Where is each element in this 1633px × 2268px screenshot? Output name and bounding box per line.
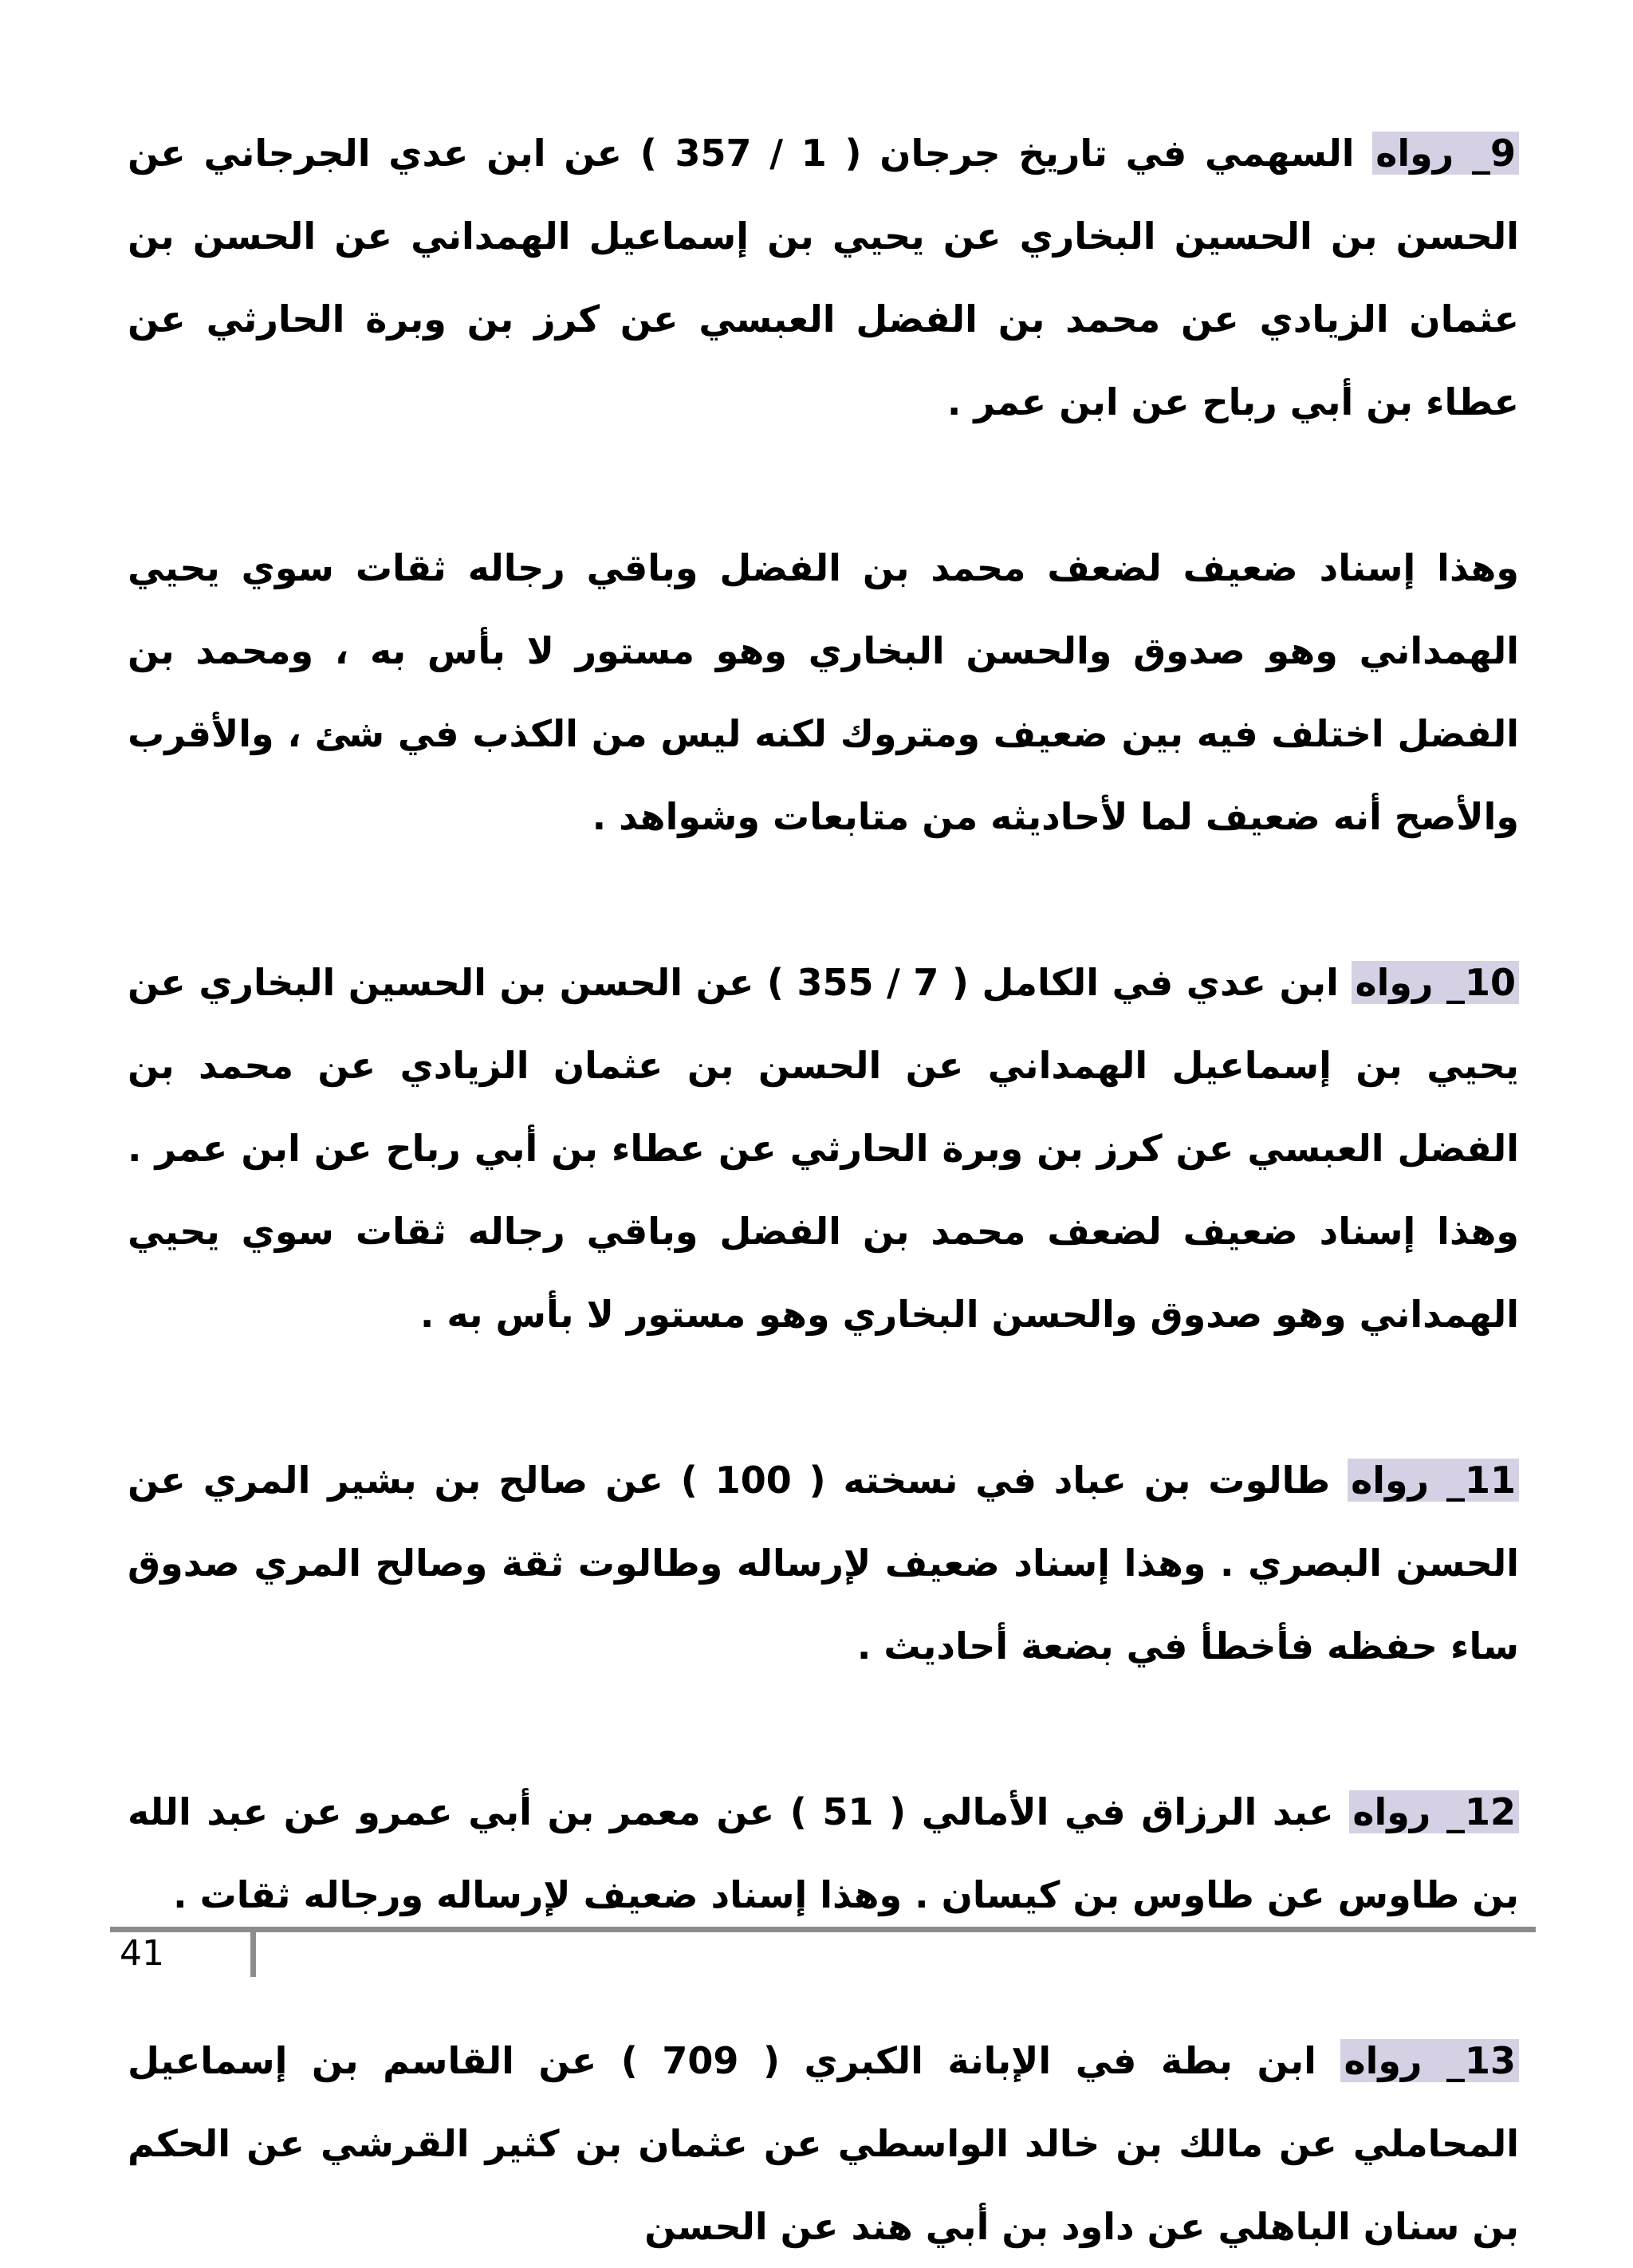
entry-9-commentary bbox=[128, 526, 1519, 858]
entry-12 bbox=[128, 1770, 1519, 1936]
entry-13 bbox=[128, 2019, 1519, 2268]
page-number: 41 bbox=[120, 1933, 164, 1974]
entry-11 bbox=[128, 1439, 1519, 1687]
entry-text: السهمي في تاريخ جرجان ( 1 / 357 ) عن ابن عدي الجرجاني عن الحسن بن الحسين البخاري عن يحيي بن إسماعيل الهمداني عن الحسن بن عثمان الزيادي عن محمد بن الفضل العبسي عن كرز بن وبرة الحارثي عن عطاء بن أبي رباح عن ابن عمر . bbox=[128, 132, 1519, 423]
entry-text: ابن عدي في الكامل ( 7 / 355 ) عن الحسن بن الحسين البخاري عن يحيي بن إسماعيل الهمداني عن الحسن بن عثمان الزيادي عن محمد بن الفضل العبسي عن كرز بن وبرة الحارثي عن عطاء بن أبي رباح عن ابن عمر . وهذا إسناد ضعيف لضعف محمد بن الفضل وباقي رجاله ثقات سوي يحيي الهمداني وهو صدوق والحسن البخاري وهو مستور لا بأس به . bbox=[128, 961, 1519, 1336]
paragraph-spacer bbox=[128, 1687, 1519, 1770]
entry-number-highlight: 9_ رواه bbox=[1372, 132, 1519, 175]
footer-divider-tick bbox=[250, 1929, 256, 1977]
entry-number-highlight: 11_ رواه bbox=[1348, 1459, 1519, 1502]
entry-text: طالوت بن عباد في نسخته ( 100 ) عن صالح بن بشير المري عن الحسن البصري . وهذا إسناد ضعيف لإرساله وطالوت ثقة وصالح المري صدوق ساء حفظه فأخطأ في بضعة أحاديث . bbox=[128, 1459, 1519, 1668]
footer-divider bbox=[110, 1927, 1536, 1932]
entry-text: ابن بطة في الإبانة الكبري ( 709 ) عن القاسم بن إسماعيل المحاملي عن مالك بن خالد الواسطي عن عثمان بن كثير القرشي عن الحكم بن سنان الباهلي عن داود بن أبي هند عن الحسن bbox=[128, 2039, 1519, 2248]
entry-number-highlight: 10_ رواه bbox=[1352, 961, 1519, 1004]
paragraph-spacer bbox=[128, 1356, 1519, 1439]
entry-text: وهذا إسناد ضعيف لضعف محمد بن الفضل وباقي رجاله ثقات سوي يحيي الهمداني وهو صدوق والحسن البخاري وهو مستور لا بأس به ، ومحمد بن الفضل اختلف فيه بين ضعيف ومتروك لكنه ليس من الكذب في شئ ، والأقرب والأصح أنه ضعيف لما لأحاديثه من متابعات وشواهد . bbox=[128, 546, 1519, 838]
entry-number-highlight: 12_ رواه bbox=[1349, 1790, 1519, 1833]
body-text bbox=[128, 112, 1519, 2268]
entry-text: عبد الرزاق في الأمالي ( 51 ) عن معمر بن أبي عمرو عن عبد الله بن طاوس عن طاوس بن كيسان . وهذا إسناد ضعيف لإرساله ورجاله ثقات . bbox=[128, 1790, 1519, 1916]
entry-10 bbox=[128, 941, 1519, 1356]
paragraph-spacer bbox=[128, 858, 1519, 941]
paragraph-spacer bbox=[128, 443, 1519, 526]
paragraph-spacer bbox=[128, 1936, 1519, 2019]
entry-number-highlight: 13_ رواه bbox=[1340, 2039, 1519, 2082]
entry-9 bbox=[128, 112, 1519, 443]
